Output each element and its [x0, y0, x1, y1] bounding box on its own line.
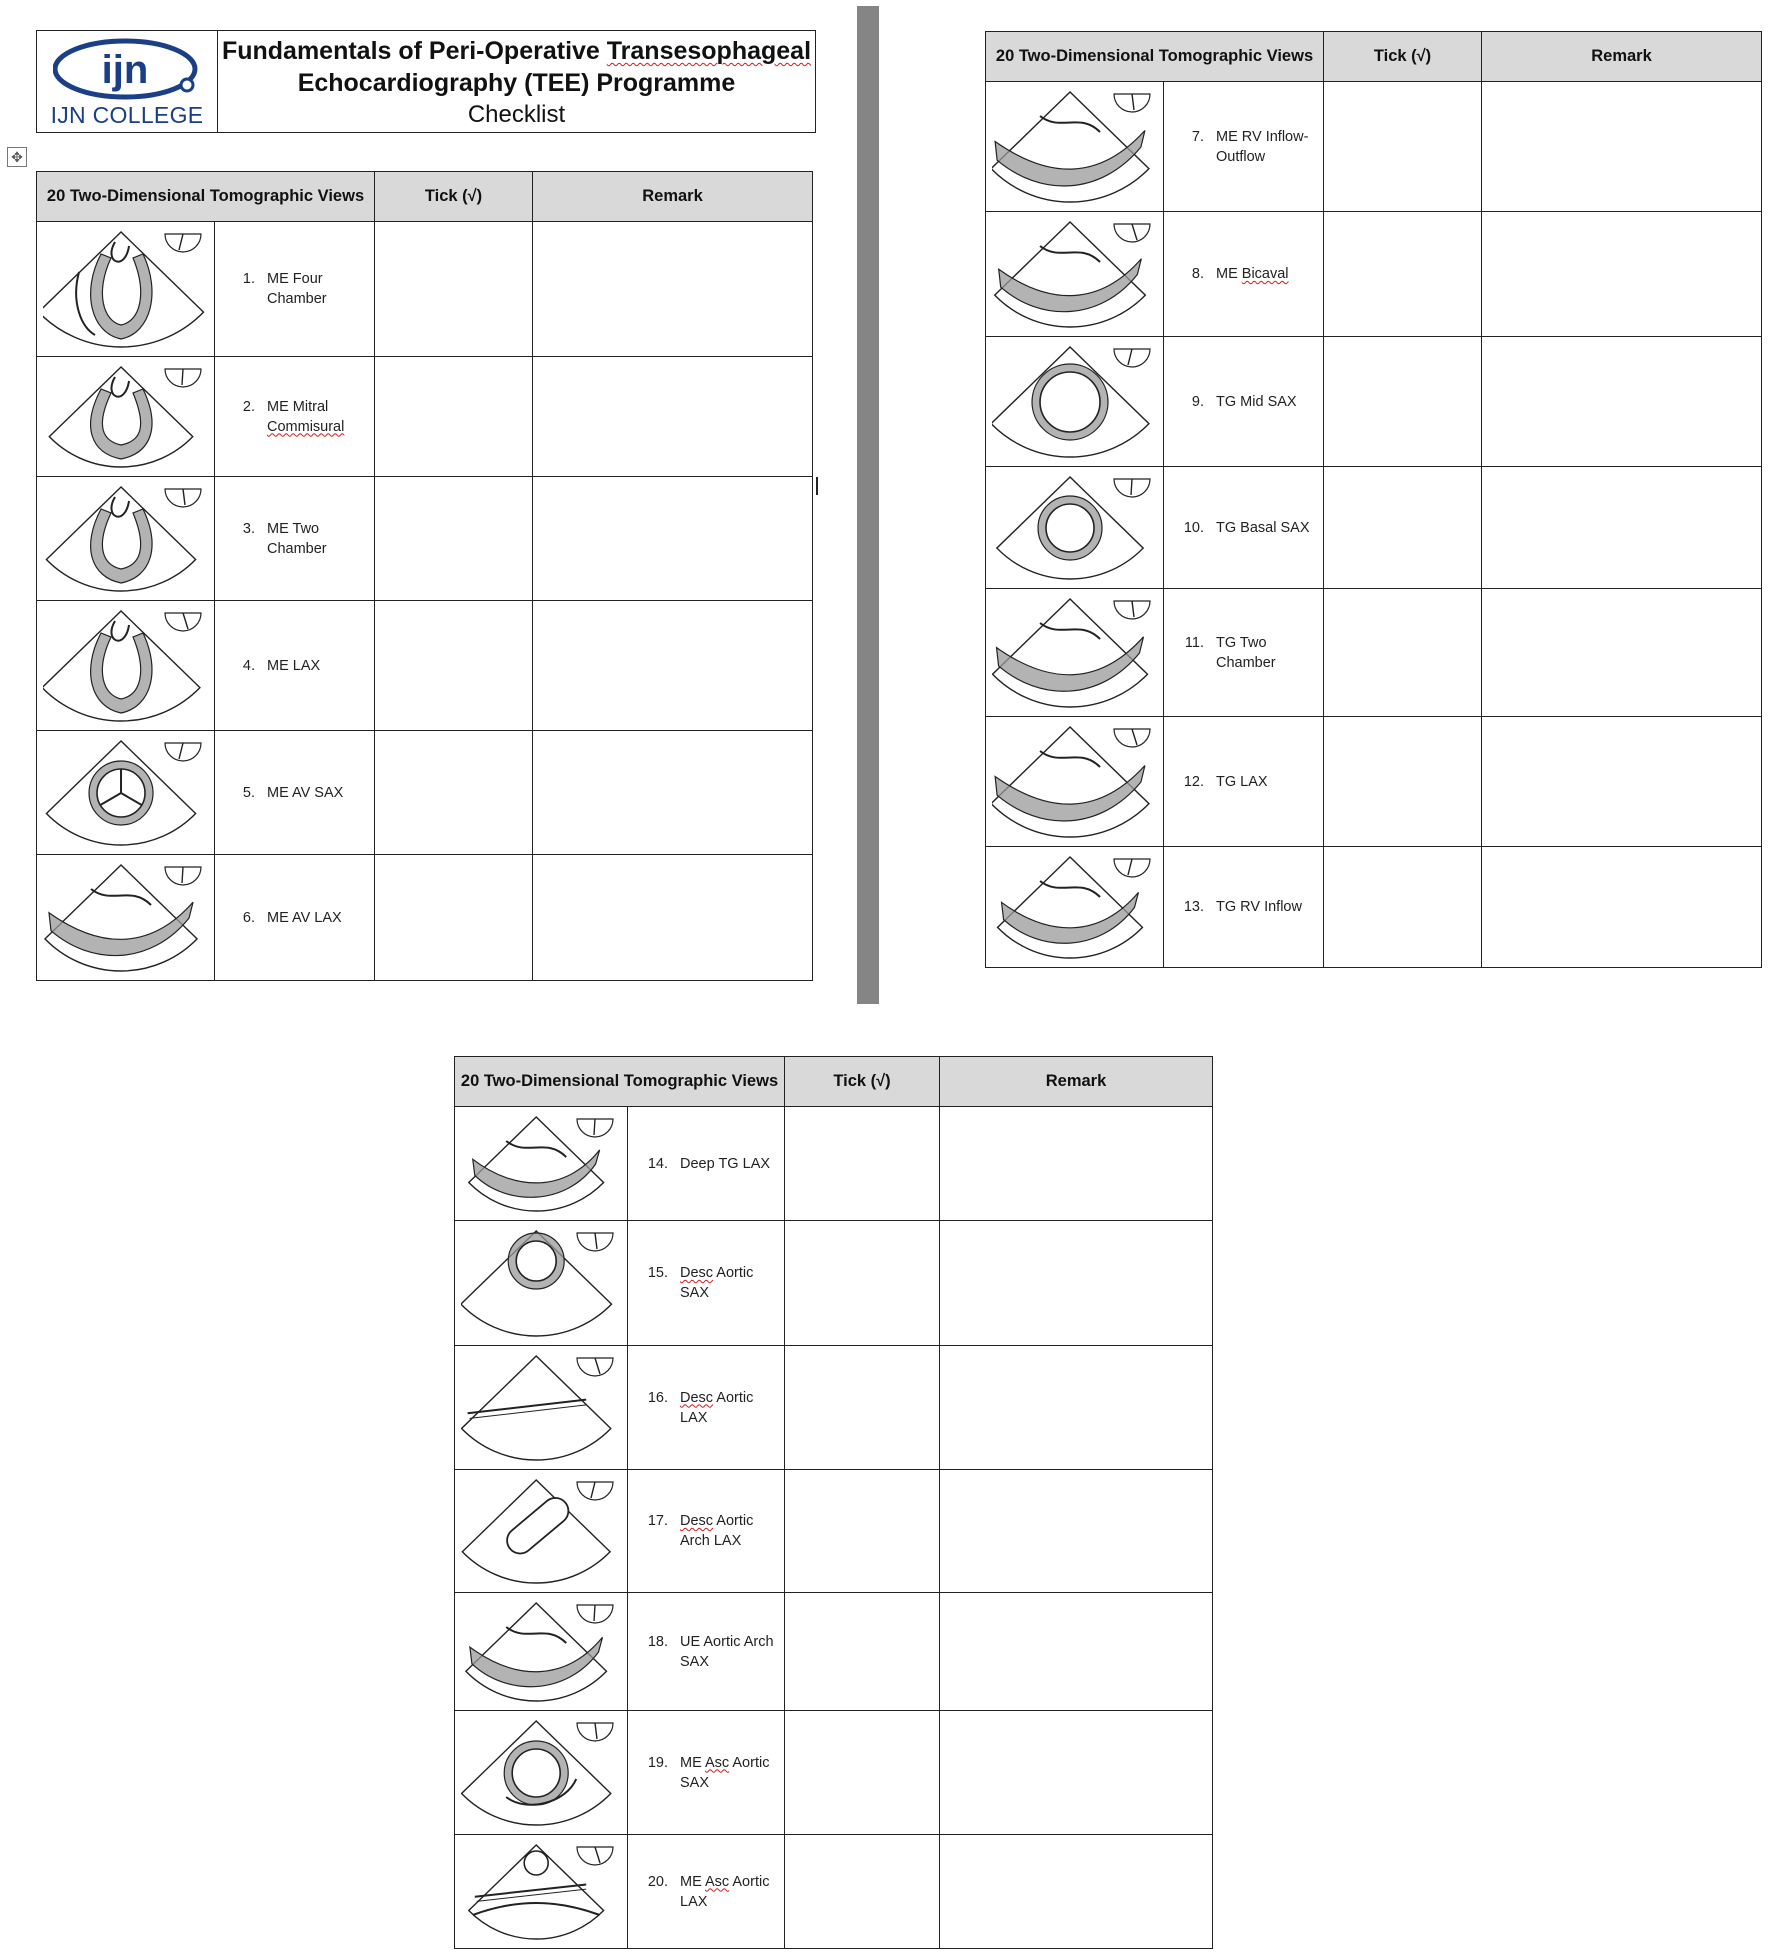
tick-cell[interactable] — [785, 1711, 940, 1835]
me-asc-aortic-lax-diagram — [461, 1839, 621, 1945]
view-number: 9. — [1191, 393, 1204, 410]
view-name — [680, 1154, 782, 1174]
tick-column-header: Tick (√) — [375, 172, 533, 222]
spellcheck-flagged-word: Asc — [704, 1754, 730, 1771]
view-number: 2. — [242, 398, 255, 415]
view-label — [628, 1263, 784, 1303]
table-header-row — [986, 32, 1762, 82]
view-label-cell — [1164, 847, 1324, 968]
table-row — [37, 357, 813, 477]
view-name-word: ME — [267, 520, 289, 537]
view-name-word: RV — [1241, 128, 1262, 145]
view-image-cell — [455, 1593, 628, 1711]
tg-two-chamber-diagram — [992, 593, 1158, 713]
table-row — [455, 1221, 1213, 1346]
table-row — [455, 1835, 1213, 1949]
view-name-word: SAX — [680, 1774, 710, 1791]
view-number: 16. — [647, 1389, 668, 1406]
remark-cell[interactable] — [940, 1470, 1213, 1593]
view-number: 11. — [1184, 634, 1204, 651]
view-name — [267, 656, 372, 676]
tick-cell[interactable] — [785, 1470, 940, 1593]
view-image-cell — [37, 222, 215, 357]
view-label — [1164, 518, 1323, 538]
remark-cell[interactable] — [533, 855, 813, 981]
tick-cell[interactable] — [1324, 82, 1482, 212]
ijn-college-logo — [37, 31, 218, 132]
view-name-word: SAX — [314, 784, 344, 801]
tg-rv-inflow-diagram — [992, 851, 1158, 964]
tick-cell[interactable] — [785, 1835, 940, 1949]
view-label — [215, 269, 374, 309]
view-label — [215, 397, 374, 437]
view-name-word: Arch — [680, 1533, 710, 1549]
remark-cell[interactable] — [940, 1346, 1213, 1470]
remark-cell[interactable] — [940, 1835, 1213, 1949]
table-row — [986, 467, 1762, 589]
view-label-cell — [1164, 82, 1324, 212]
view-name — [680, 1632, 782, 1672]
view-name — [1216, 392, 1321, 412]
view-name-word: SAX — [1280, 519, 1310, 536]
view-name-word: ME — [267, 784, 289, 801]
view-name-word: RV — [1240, 899, 1261, 915]
view-name-word: Two — [1239, 634, 1267, 651]
view-image-cell — [986, 467, 1164, 589]
view-name — [680, 1388, 782, 1428]
view-name-word: TG — [1216, 773, 1237, 790]
me-two-chamber-diagram — [43, 481, 209, 597]
views-column-header: 20 Two-Dimensional Tomographic Views — [37, 172, 375, 222]
tick-cell[interactable] — [1324, 589, 1482, 717]
view-name-word: Basal — [1240, 519, 1277, 536]
view-name — [1216, 772, 1321, 792]
tick-cell[interactable] — [375, 855, 533, 981]
tick-cell[interactable] — [375, 357, 533, 477]
view-name-word: TG — [1216, 393, 1237, 410]
view-image-cell — [455, 1221, 628, 1346]
view-image-cell — [986, 847, 1164, 968]
view-name — [1216, 897, 1321, 917]
view-name-word: Two — [292, 520, 320, 537]
view-name-word: ME — [680, 1873, 702, 1890]
view-label — [628, 1154, 784, 1174]
view-name-word: ME — [680, 1754, 702, 1771]
view-name — [1216, 264, 1321, 284]
view-label — [1164, 633, 1323, 673]
view-label — [628, 1388, 784, 1428]
me-rv-inflow-outflow-diagram — [992, 86, 1158, 208]
view-number: 1. — [242, 271, 255, 287]
view-name-word: LAX — [680, 1893, 708, 1910]
table-row — [37, 477, 813, 601]
table-row — [986, 212, 1762, 337]
view-name-word: LAX — [680, 1409, 708, 1426]
tick-cell[interactable] — [1324, 717, 1482, 847]
checklist-table-2 — [985, 31, 1762, 968]
view-name-word: TG — [1216, 899, 1237, 915]
spellcheck-flagged-word: Desc — [680, 1513, 714, 1529]
view-image-cell — [37, 357, 215, 477]
view-name-word: ME — [1216, 128, 1238, 145]
view-label — [1164, 772, 1323, 792]
view-name — [1216, 518, 1321, 538]
view-label-cell — [628, 1593, 785, 1711]
view-name — [680, 1872, 782, 1912]
tick-cell[interactable] — [375, 222, 533, 357]
tick-cell[interactable] — [375, 477, 533, 601]
view-name — [267, 519, 372, 559]
checklist-table-3 — [454, 1056, 1213, 1949]
remark-cell[interactable] — [1482, 847, 1762, 968]
view-label-cell — [1164, 337, 1324, 467]
view-label-cell — [215, 222, 375, 357]
view-name-word: Aortic — [716, 1389, 754, 1406]
tick-cell[interactable] — [1324, 467, 1482, 589]
view-name — [267, 269, 372, 309]
view-name-word: LAX — [1240, 773, 1268, 790]
table-row — [455, 1107, 1213, 1221]
view-name-word: Chamber — [267, 540, 327, 557]
tick-cell[interactable] — [785, 1107, 940, 1221]
tick-cell[interactable] — [375, 731, 533, 855]
view-name-word: Arch — [743, 1633, 774, 1650]
view-name-word: SAX — [680, 1653, 710, 1670]
table-row — [37, 222, 813, 357]
table-move-handle-icon[interactable]: ✥ — [7, 147, 27, 167]
me-mitral-commissural-diagram — [43, 361, 209, 473]
tick-cell[interactable] — [1324, 337, 1482, 467]
ijn-logo-icon — [53, 35, 203, 105]
view-name-word: Mid — [1240, 393, 1264, 410]
remark-cell[interactable] — [1482, 589, 1762, 717]
remark-cell[interactable] — [533, 601, 813, 731]
programme-title-cell — [218, 31, 815, 132]
table-row — [986, 717, 1762, 847]
view-image-cell — [37, 601, 215, 731]
remark-cell[interactable] — [1482, 467, 1762, 589]
views-column-header: 20 Two-Dimensional Tomographic Views — [455, 1057, 785, 1107]
tick-column-header: Tick (√) — [1324, 32, 1482, 82]
view-number: 19. — [647, 1754, 668, 1771]
view-name-word: Aortic — [703, 1633, 741, 1650]
table-row — [455, 1711, 1213, 1835]
view-label — [215, 656, 374, 676]
view-name-word: UE — [680, 1633, 701, 1650]
remark-column-header: Remark — [1482, 32, 1762, 82]
view-image-cell — [986, 589, 1164, 717]
spellcheck-flagged-word: Commisural — [267, 418, 345, 435]
view-name-word: LAX — [713, 1533, 742, 1549]
svg-text:ijn: ijn — [101, 48, 149, 92]
tick-column-header: Tick (√) — [785, 1057, 940, 1107]
spellcheck-flagged-word: Asc — [704, 1873, 730, 1890]
view-name-word: Aortic — [732, 1873, 770, 1890]
view-name-word: Aortic — [732, 1754, 770, 1771]
deep-tg-lax-diagram — [461, 1111, 621, 1217]
remark-cell[interactable] — [940, 1593, 1213, 1711]
spellcheck-flagged-word: Transesophageal — [606, 37, 812, 65]
view-label-cell — [628, 1470, 785, 1593]
view-label-cell — [1164, 717, 1324, 847]
view-name — [1216, 633, 1321, 673]
ue-aortic-arch-sax-diagram — [461, 1597, 621, 1707]
view-number: 3. — [242, 520, 255, 537]
view-name-word: Mitral — [292, 398, 329, 415]
table-row — [986, 847, 1762, 968]
me-lax-diagram — [43, 605, 209, 727]
title-line-2: Echocardiography (TEE) Programme — [297, 69, 736, 97]
view-name-word: LAX — [314, 909, 342, 926]
tick-cell[interactable] — [785, 1593, 940, 1711]
remark-cell[interactable] — [533, 731, 813, 855]
table-row — [455, 1470, 1213, 1593]
view-name-word: TG — [1216, 634, 1237, 651]
table-row — [986, 337, 1762, 467]
view-name-word: LAX — [742, 1155, 771, 1172]
tick-cell[interactable] — [785, 1221, 940, 1346]
table-row — [455, 1346, 1213, 1470]
me-av-sax-diagram — [43, 735, 209, 851]
views-column-header: 20 Two-Dimensional Tomographic Views — [986, 32, 1324, 82]
view-label-cell — [1164, 589, 1324, 717]
view-name-word: ME — [1216, 266, 1238, 282]
remark-cell[interactable] — [940, 1221, 1213, 1346]
view-number: 10. — [1183, 519, 1204, 536]
remark-cell[interactable] — [940, 1711, 1213, 1835]
view-name — [267, 397, 372, 437]
view-number: 6. — [242, 909, 255, 926]
document-header — [36, 30, 816, 133]
view-name — [267, 908, 372, 928]
view-image-cell — [986, 82, 1164, 212]
tg-mid-sax-diagram — [992, 341, 1158, 463]
view-name-word: Chamber — [1216, 654, 1276, 671]
table-row — [455, 1593, 1213, 1711]
me-four-chamber-diagram — [43, 226, 209, 353]
view-label — [1164, 127, 1323, 167]
subtitle: Checklist — [467, 101, 566, 128]
view-name-word: ME — [267, 398, 289, 415]
view-image-cell — [37, 731, 215, 855]
page-divider — [857, 6, 879, 1004]
view-label — [628, 1511, 784, 1551]
view-label-cell — [628, 1835, 785, 1949]
view-number: 5. — [242, 784, 255, 801]
view-image-cell — [37, 855, 215, 981]
view-name — [680, 1753, 782, 1793]
view-image-cell — [455, 1711, 628, 1835]
table-header-row — [37, 172, 813, 222]
view-label-cell — [628, 1346, 785, 1470]
view-name-word: AV — [291, 784, 311, 801]
desc-aortic-sax-diagram — [461, 1225, 621, 1342]
tg-basal-sax-diagram — [992, 471, 1158, 585]
me-bicaval-diagram — [992, 216, 1158, 333]
view-label-cell — [628, 1107, 785, 1221]
view-number: 20. — [647, 1873, 668, 1890]
view-label-cell — [628, 1221, 785, 1346]
view-name — [680, 1263, 782, 1303]
view-label-cell — [215, 601, 375, 731]
view-label-cell — [1164, 212, 1324, 337]
view-label-cell — [215, 357, 375, 477]
view-image-cell — [986, 337, 1164, 467]
view-image-cell — [455, 1346, 628, 1470]
desc-aortic-arch-lax-diagram — [461, 1474, 621, 1589]
view-name-word: Inflow-Outflow — [1216, 128, 1309, 165]
tick-cell[interactable] — [375, 601, 533, 731]
view-label-cell — [215, 477, 375, 601]
view-label — [1164, 897, 1323, 917]
view-number: 13. — [1183, 899, 1204, 915]
view-label — [215, 519, 374, 559]
view-name-word: TG — [718, 1155, 739, 1172]
table-row — [37, 731, 813, 855]
remark-cell[interactable] — [1482, 717, 1762, 847]
remark-cell[interactable] — [940, 1107, 1213, 1221]
view-name-word: ME — [267, 271, 289, 287]
table-row — [37, 601, 813, 731]
desc-aortic-lax-diagram — [461, 1350, 621, 1466]
me-av-lax-diagram — [43, 859, 209, 977]
remark-cell[interactable] — [1482, 212, 1762, 337]
view-image-cell — [455, 1835, 628, 1949]
table-header-row — [455, 1057, 1213, 1107]
view-name — [267, 783, 372, 803]
checklist-table-1 — [36, 171, 813, 981]
view-label-cell — [1164, 467, 1324, 589]
me-asc-aortic-sax-diagram — [461, 1715, 621, 1831]
view-label-cell — [215, 731, 375, 855]
logo-text: IJN COLLEGE — [50, 102, 204, 128]
view-label — [1164, 392, 1323, 412]
view-name-word: Inflow — [1264, 899, 1302, 915]
view-image-cell — [986, 212, 1164, 337]
view-image-cell — [455, 1107, 628, 1221]
spellcheck-flagged-word: Bicaval — [1241, 266, 1289, 282]
table-row — [37, 855, 813, 981]
tick-cell[interactable] — [1324, 847, 1482, 968]
view-name-word: SAX — [1267, 393, 1297, 410]
view-name-word: Chamber — [267, 291, 327, 307]
spellcheck-flagged-word: Desc — [680, 1389, 714, 1406]
view-number: 8. — [1191, 266, 1204, 282]
spellcheck-flagged-word: Desc — [680, 1265, 714, 1281]
view-label — [628, 1872, 784, 1912]
view-label — [628, 1632, 784, 1672]
view-number: 4. — [242, 657, 255, 674]
view-label — [1164, 264, 1323, 284]
view-name-word: Four — [292, 271, 323, 287]
view-name-word: Deep — [680, 1155, 715, 1172]
remark-column-header: Remark — [533, 172, 813, 222]
tg-lax-diagram — [992, 721, 1158, 843]
remark-cell[interactable] — [533, 477, 813, 601]
view-image-cell — [986, 717, 1164, 847]
view-name — [680, 1511, 782, 1551]
view-name-word: Aortic — [716, 1513, 754, 1529]
view-number: 12. — [1183, 773, 1204, 790]
remark-cell[interactable] — [533, 222, 813, 357]
view-name-word: ME — [267, 657, 289, 674]
remark-cell[interactable] — [1482, 337, 1762, 467]
view-label — [215, 783, 374, 803]
view-name-word: ME — [267, 909, 289, 926]
view-label-cell — [215, 855, 375, 981]
view-number: 18. — [647, 1633, 668, 1650]
tick-cell[interactable] — [785, 1346, 940, 1470]
view-name — [1216, 127, 1321, 167]
text-cursor — [816, 477, 818, 495]
view-label — [215, 908, 374, 928]
tick-cell[interactable] — [1324, 212, 1482, 337]
view-number: 15. — [647, 1265, 668, 1281]
table-row — [986, 589, 1762, 717]
view-name-word: LAX — [292, 657, 321, 674]
remark-cell[interactable] — [533, 357, 813, 477]
view-name-word: SAX — [680, 1285, 710, 1301]
view-number: 17. — [647, 1513, 668, 1529]
view-name-word: Aortic — [716, 1265, 754, 1281]
view-label — [628, 1753, 784, 1793]
view-label-cell — [628, 1711, 785, 1835]
view-name-word: AV — [291, 909, 311, 926]
remark-column-header: Remark — [940, 1057, 1213, 1107]
view-number: 7. — [1191, 128, 1204, 145]
title-line-1: Fundamentals of Peri-Operative Transesophageal — [221, 37, 812, 65]
view-image-cell — [455, 1470, 628, 1593]
remark-cell[interactable] — [1482, 82, 1762, 212]
view-name-word: TG — [1216, 519, 1237, 536]
table-row — [986, 82, 1762, 212]
view-number: 14. — [647, 1155, 668, 1172]
view-image-cell — [37, 477, 215, 601]
